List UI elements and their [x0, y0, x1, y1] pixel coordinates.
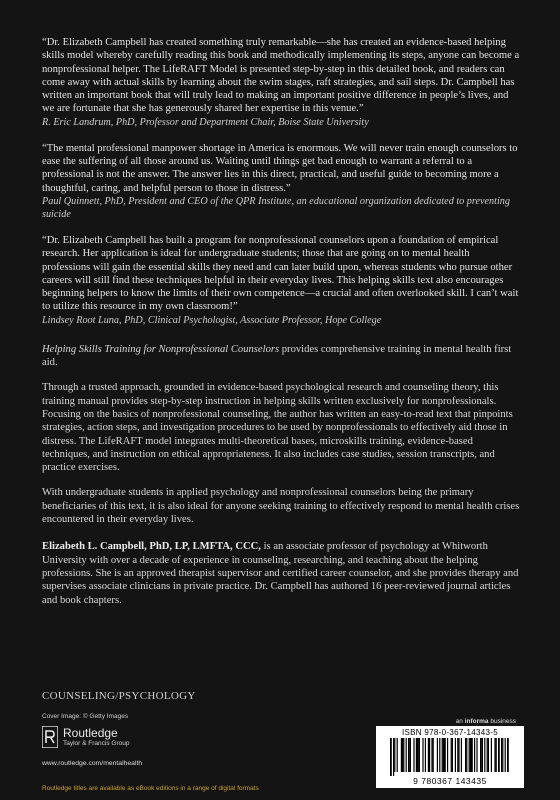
description-intro	[42, 343, 520, 370]
routledge-logo-icon	[42, 726, 58, 748]
isbn-label: ISBN 978-0-367-14343-5	[402, 728, 498, 737]
quote-text: “Dr. Elizabeth Campbell has created something truly remarkable—she has created an evidence-based helping skills model whereby carefully reading this book and methodically implementing its steps, anyone can become a nonprofessional helper. The LifeRAFT Model is presented step-by-step in this detailed book, and readers can come away with actual skills by learning about the swim stages, raft strategies, and sail steps. Dr. Campbell has written an important book that will truly lead to making an important positive difference in people’s lives, and we are fortunate that she has generously shared her expertise in this venue.”	[42, 37, 520, 115]
book-title-inline: Helping Skills Training for Nonprofessional Counselors	[42, 343, 280, 355]
quote-attribution: Paul Quinnett, PhD, President and CEO of the QPR Institute, an educational organization dedicated to preventing suicide	[42, 195, 510, 220]
author-bio-text: is an associate professor of psychology at Whitworth University with over a decade of experience in counseling, researching, and teaching about the helping professions. She is an approved therapist supervisor and certified career counselor, and she provides therapy and supervises associate clinicians in private practice. Dr. Campbell has authored 16 peer-reviewed journal articles and book chapters.	[42, 541, 519, 606]
barcode-number: 9 780367 143435	[413, 776, 487, 786]
description-paragraph-3: With undergraduate students in applied psychology and nonprofessional counselors being the primary beneficiaries of this text, it is also ideal for anyone seeking training to effectively respond to mental health crises encountered in their everyday lives.	[42, 487, 520, 526]
informa-business-tag	[456, 718, 516, 725]
author-bio	[42, 540, 520, 606]
publisher-name: Routledge	[63, 725, 118, 740]
barcode-icon	[390, 738, 510, 776]
publisher-website[interactable]: www.routledge.com/mentalhealth	[42, 760, 143, 767]
ebook-note: Routledge titles are available as eBook editions in a range of digital formats	[42, 785, 259, 792]
quote-text: “The mental professional manpower shortage in America is enormous. We will never train enough counselors to ease the suffering of all those around us. Waiting until things get bad enough to warrant a referral to a professional is not the answer. The answer lies in this direct, practical, and useful guide to becoming more a thoughtful, caring, and helpful person to those in distress.”	[42, 142, 518, 194]
endorsement-quote-2	[42, 142, 520, 221]
publisher-group: Taylor & Francis Group	[63, 739, 130, 747]
quote-attribution: Lindsey Root Luna, PhD, Clinical Psychologist, Associate Professor, Hope College	[42, 314, 382, 326]
cover-image-credit: Cover Image: © Getty Images	[42, 713, 129, 720]
publisher-logo	[42, 726, 129, 748]
author-name: Elizabeth L. Campbell, PhD, LP, LMFTA, CCC,	[42, 541, 261, 553]
description-intro-rest: provides comprehensive training in mental health first aid.	[42, 343, 512, 369]
informa-suffix: business	[488, 718, 516, 725]
quote-text: “Dr. Elizabeth Campbell has built a program for nonprofessional counselors upon a foundation of empirical research. Her application is ideal for undergraduate students; those that are going on to mental health professions will gain the essential skills they need and can later build upon, whereas students who pursue other careers will still find these techniques helpful in their everyday lives. This helping skills text also encourages beginning helpers to know the limits of their own competence—a crucial and often overlooked skill. I can’t wait to utilize this resource in my own classroom!”	[42, 234, 519, 313]
endorsement-quote-1	[42, 36, 520, 129]
subject-category: COUNSELING/PSYCHOLOGY	[42, 690, 196, 702]
informa-prefix: an	[455, 718, 465, 725]
back-cover-text	[42, 36, 520, 607]
endorsement-quote-3	[42, 234, 520, 327]
informa-brand: informa	[464, 718, 489, 725]
isbn-barcode	[376, 726, 524, 788]
description-paragraph-2: Through a trusted approach, grounded in evidence-based psychological research and counseling theory, this training manual provides step-by-step instruction in helping skills written exclusively for nonprofessionals. Focusing on the basics of nonprofessional counseling, the author has written an easy-to-read text that pinpoints strategies, action steps, and investigation procedures to be used by nonprofessionals to effectively aid those in distress. The LifeRAFT model integrates multi-theoretical bases, microskills training, evidence-based techniques, and instruction on ethical appropriateness. It also includes case studies, session transcripts, and practice exercises.	[42, 382, 513, 474]
quote-attribution: R. Eric Landrum, PhD, Professor and Department Chair, Boise State University	[42, 116, 369, 128]
